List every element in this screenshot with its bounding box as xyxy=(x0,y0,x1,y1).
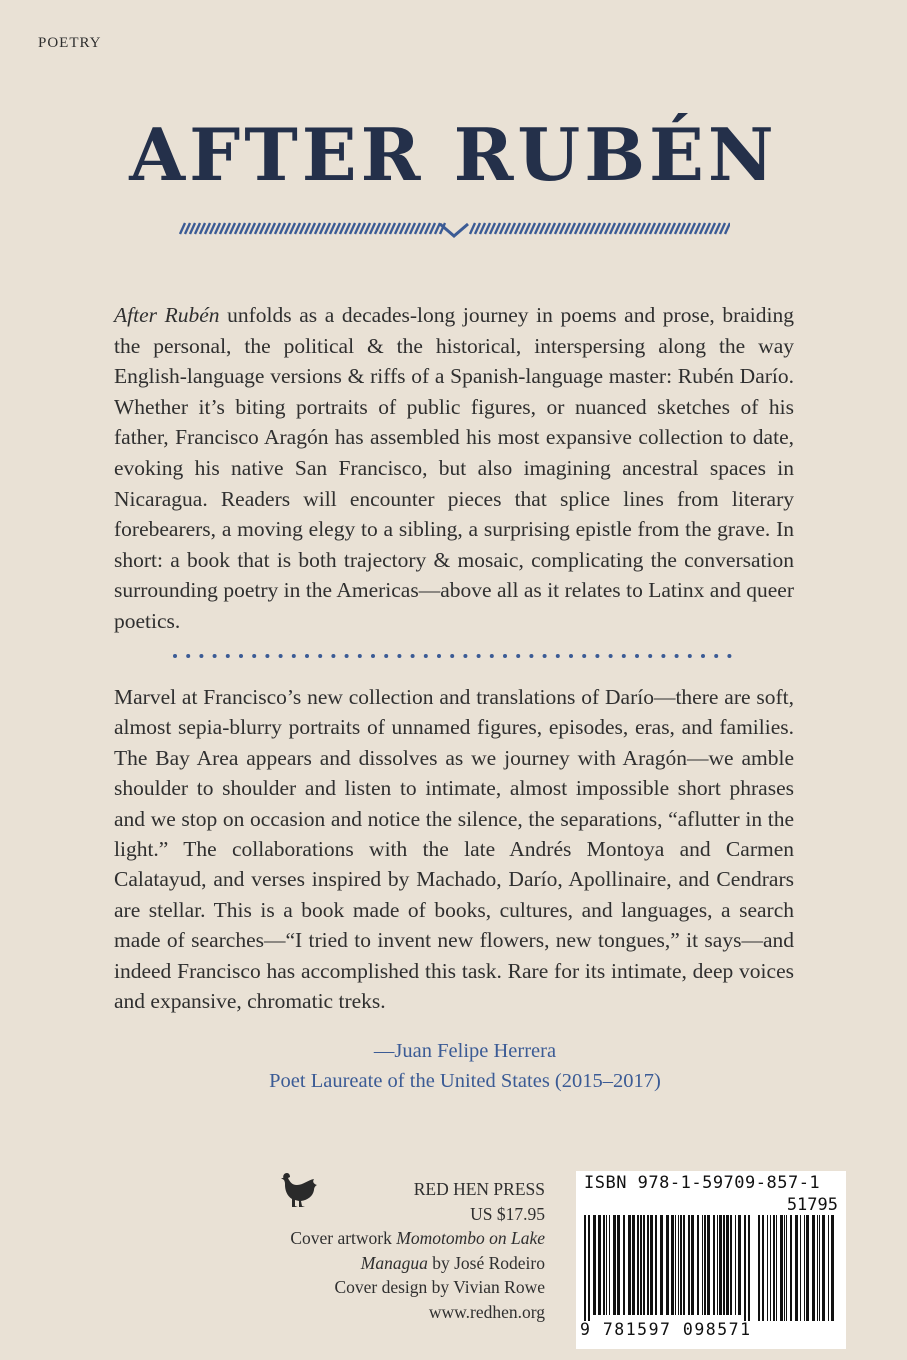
review-quote: Marvel at Francisco’s new collection and translations of Darío—there are soft, almost sepia-blurry portraits of unnamed figures, episodes, eras, and families. The Bay Area appears and dissolves as we journey with Aragón—we amble shoulder to shoulder and listen to intimate, almost impossible short phrases and we stop on occasion and notice the silence, the separations, “aflutter in the light.” The collaborations with the late Andrés Montoya and Carmen Calatayud, and verses inspired by Machado, Darío, Apollinaire, and Cendrars are stellar. This is a book made of books, cultures, and languages, a search made of searches—“I tried to invent new flowers, new tongues,” it says—and indeed Francisco has accomplished this task. Rare for its intimate, deep voices and expansive, chromatic treks. xyxy=(114,685,794,1014)
isbn-barcode xyxy=(576,1171,846,1349)
artwork-artist: by José Rodeiro xyxy=(427,1252,545,1273)
publisher-info xyxy=(200,1177,545,1325)
cover-artwork-credit-line1 xyxy=(200,1226,545,1251)
category-label: POETRY xyxy=(38,35,102,51)
barcode-digits: 9 781597 098571 xyxy=(580,1320,752,1339)
title-ornament xyxy=(178,219,730,239)
reviewer-name: —Juan Felipe Herrera xyxy=(373,1040,557,1062)
artwork-prefix: Cover artwork xyxy=(290,1228,397,1249)
description-title: After Rubén xyxy=(114,303,220,327)
publisher-name: RED HEN PRESS xyxy=(413,1179,545,1199)
dotted-divider xyxy=(172,651,732,661)
review-attribution xyxy=(160,1036,770,1096)
barcode-price-code: 51795 xyxy=(786,1195,838,1215)
book-title: AFTER RUBÉN xyxy=(129,112,778,197)
cover-design-credit: Cover design by Vivian Rowe xyxy=(334,1277,545,1298)
reviewer-title: Poet Laureate of the United States (2015–2017) xyxy=(269,1070,661,1092)
book-description xyxy=(114,300,794,637)
price: US $17.95 xyxy=(470,1203,545,1224)
barcode-bars xyxy=(582,1215,840,1321)
artwork-title-part2: Managua xyxy=(360,1252,428,1273)
cover-artwork-credit-line2 xyxy=(200,1251,545,1276)
isbn-number: ISBN 978-1-59709-857-1 xyxy=(584,1173,821,1193)
artwork-title-part1: Momotombo on Lake xyxy=(396,1228,545,1249)
publisher-website: www.redhen.org xyxy=(428,1301,545,1322)
description-text: unfolds as a decades-long journey in poems and prose, braiding the personal, the political & the historical, interspersing along the way English-language versions & riffs of a Spanish-language master: Rubén Darío. Whether it’s biting portraits of public figures, or nuanced sketches of his father, Francisco Aragón has assembled his most expansive collection to date, evoking his native San Francisco, but also imagining ancestral spaces in Nicaragua. Readers will encounter pieces that splice lines from literary forebearers, a moving elegy to a sibling, a surprising epistle from the grave. In short: a book that is both trajectory & mosaic, complicating the conversation surrounding poetry in the Americas—above all as it relates to Latinx and queer poetics. xyxy=(114,303,794,633)
